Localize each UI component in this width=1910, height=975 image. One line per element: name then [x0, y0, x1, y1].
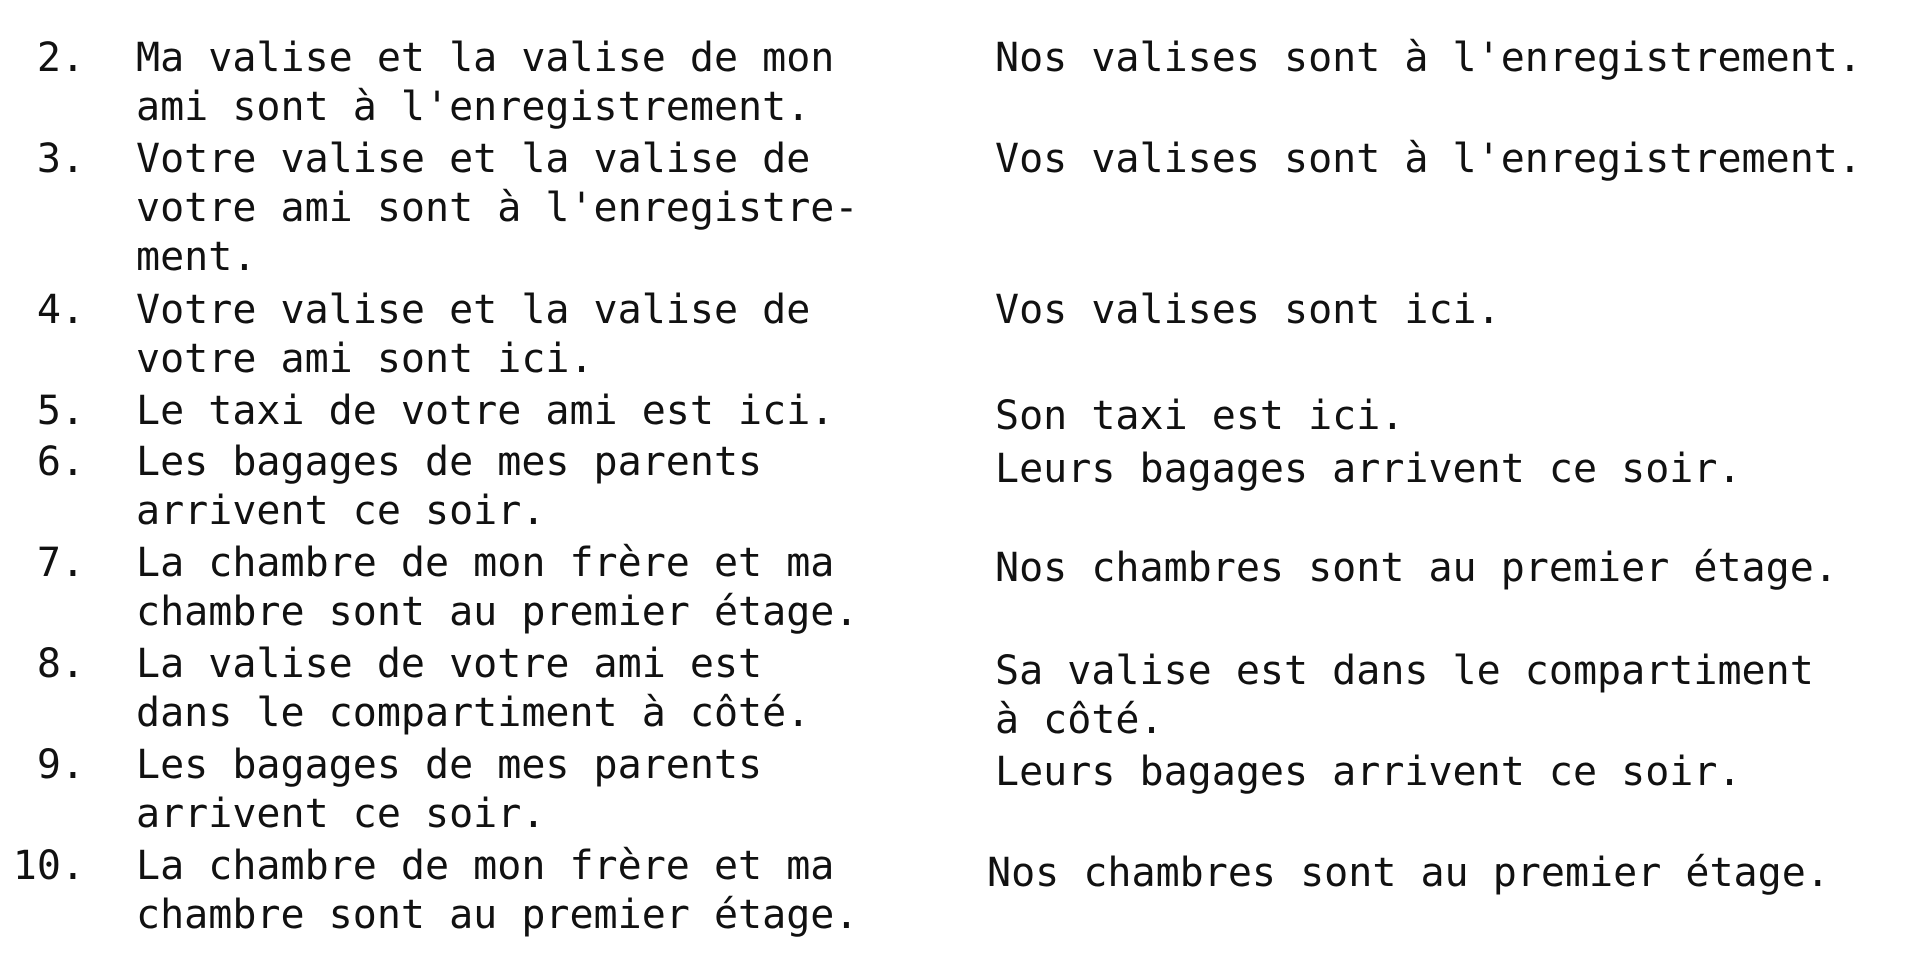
- item-answer: [995, 135, 1895, 184]
- item-prompt: [136, 539, 936, 637]
- answer-line: Nos valises sont à l'enregistrement.: [995, 35, 1862, 81]
- answer-line: Leurs bagages arrivent ce soir.: [995, 749, 1742, 795]
- item-prompt: [136, 135, 936, 282]
- item-answer: [995, 34, 1895, 83]
- item-answer: [995, 286, 1895, 335]
- prompt-line: Les bagages de mes parents: [136, 439, 763, 485]
- prompt-line: Votre valise et la valise de: [136, 136, 811, 182]
- prompt-line: ami sont à l'enregistrement.: [136, 84, 811, 130]
- answer-line: Vos valises sont ici.: [995, 287, 1501, 333]
- item-number: 8.: [36, 641, 85, 687]
- item-prompt: [136, 640, 936, 738]
- item-number: 3.: [36, 136, 85, 182]
- prompt-line: votre ami sont à l'enregistre-: [136, 185, 859, 231]
- prompt-line: Votre valise et la valise de: [136, 287, 811, 333]
- item-number: 9.: [36, 742, 85, 788]
- answer-line: Nos chambres sont au premier étage.: [995, 545, 1838, 591]
- prompt-line: arrivent ce soir.: [136, 791, 546, 837]
- item-number: 7.: [36, 540, 85, 586]
- item-answer: [995, 438, 1895, 494]
- item-number: 10.: [12, 843, 85, 889]
- prompt-line: votre ami sont ici.: [136, 336, 594, 382]
- prompt-line: Les bagages de mes parents: [136, 742, 763, 788]
- item-number: 6.: [36, 439, 85, 485]
- answer-line: Vos valises sont à l'enregistrement.: [995, 136, 1862, 182]
- answer-line: Son taxi est ici.: [995, 393, 1405, 439]
- prompt-line: chambre sont au premier étage.: [136, 589, 859, 635]
- item-prompt: [136, 34, 936, 132]
- item-answer: [995, 741, 1895, 797]
- item-prompt: [136, 842, 936, 940]
- prompt-line: chambre sont au premier étage.: [136, 892, 859, 938]
- prompt-line: dans le compartiment à côté.: [136, 690, 811, 736]
- item-number: 4.: [36, 287, 85, 333]
- item-prompt: [136, 438, 936, 536]
- answer-line: Nos chambres sont au premier étage.: [987, 850, 1830, 896]
- answer-line: à côté.: [995, 697, 1164, 743]
- item-answer: [995, 640, 1895, 745]
- answer-line: Sa valise est dans le compartiment: [995, 648, 1814, 694]
- item-prompt: [136, 387, 936, 436]
- item-prompt: [136, 741, 936, 839]
- item-prompt: [136, 286, 936, 384]
- item-answer: [995, 387, 1895, 441]
- prompt-line: La chambre de mon frère et ma: [136, 540, 835, 586]
- item-answer: [995, 539, 1895, 593]
- item-number: 5.: [36, 388, 85, 434]
- prompt-line: La valise de votre ami est: [136, 641, 763, 687]
- prompt-line: La chambre de mon frère et ma: [136, 843, 835, 889]
- prompt-line: ment.: [136, 234, 257, 280]
- answer-line: Leurs bagages arrivent ce soir.: [995, 446, 1742, 492]
- item-number: 2.: [36, 35, 85, 81]
- prompt-line: arrivent ce soir.: [136, 488, 546, 534]
- prompt-line: Ma valise et la valise de mon: [136, 35, 835, 81]
- item-answer: [987, 842, 1887, 898]
- prompt-line: Le taxi de votre ami est ici.: [136, 388, 835, 434]
